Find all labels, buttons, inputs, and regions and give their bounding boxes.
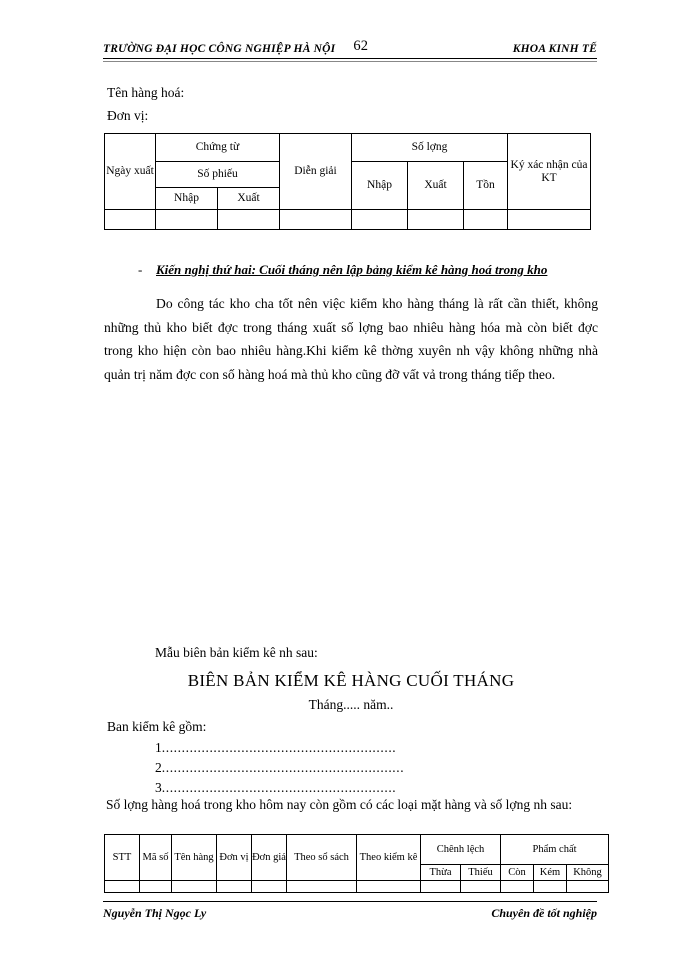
inventory-card-table: [104, 133, 591, 230]
label-ten-hang-hoa: Tên hàng hoá:: [107, 85, 185, 100]
th-cl-thua: Thừa: [421, 865, 461, 881]
th-chenh-lech: Chênh lệch: [421, 835, 501, 865]
th-ct-xuat: Xuất: [218, 188, 280, 210]
body-paragraph: Do công tác kho cha tốt nên việc kiểm kho hàng tháng là rất cần thiết, không những thủ kho biết đợc trong tháng xuất số lợng bao nhiêu hàng hóa mà còn biết đợc trong kho hiện còn bao nhiêu hàng.Khi kiểm kê thờng xuyên nh vậy không những nhà quản trị năm đợc con số hàng hoá mà thủ kho cũng đỡ vất vả trong tháng tiếp theo.: [104, 296, 598, 382]
th-sl-xuat: Xuất: [408, 162, 464, 210]
td-sl-ton: [464, 210, 508, 230]
td-dien-giai: [280, 210, 352, 230]
list-item-number: 1: [155, 740, 162, 755]
td-stt: [105, 881, 140, 893]
th-don-gia: Đơn giá: [252, 835, 287, 881]
footer-author: Nguyễn Thị Ngọc Ly: [103, 906, 207, 920]
th-so-luong: Số lợng: [352, 134, 508, 162]
header-school-name: TRƯỜNG ĐẠI HỌC CÔNG NGHIỆP HÀ NỘI: [103, 43, 336, 55]
th-cl-thieu: Thiếu: [461, 865, 501, 881]
header-faculty-name: KHOA KINH TẾ: [512, 43, 597, 55]
th-ngay-xuat: Ngày xuất: [105, 134, 156, 210]
form-committee-label: Ban kiểm kê gồm:: [107, 719, 207, 734]
footer-divider: [103, 901, 597, 902]
th-pc-con: Còn: [501, 865, 534, 881]
recommendation-text: Kiến nghị thứ hai: Cuối tháng nên lập bảng kiểm kê hàng hoá trong kho: [156, 262, 548, 277]
table1-header-row-1: [105, 134, 591, 162]
recommendation-bullet: -: [138, 262, 143, 277]
th-pham-chat: Phẩm chất: [501, 835, 609, 865]
td-ct-xuat: [218, 210, 280, 230]
table2-header-row-1: [105, 835, 609, 865]
header-divider: [103, 58, 597, 62]
th-theo-so-sach: Theo sổ sách: [287, 835, 357, 881]
th-sl-nhap: Nhập: [352, 162, 408, 210]
th-theo-kiem-ke: Theo kiểm kê: [357, 835, 421, 881]
td-sl-xuat: [408, 210, 464, 230]
running-header: [103, 38, 597, 58]
list-item-number: 3: [155, 780, 162, 795]
th-so-phieu: Số phiếu: [156, 162, 280, 188]
th-ten-hang: Tên hàng: [172, 835, 217, 881]
th-don-vi: Đơn vị: [217, 835, 252, 881]
td-ngay-xuat: [105, 210, 156, 230]
td-cl-thua: [421, 881, 461, 893]
td-don-vi: [217, 881, 252, 893]
th-sl-ton: Tồn: [464, 162, 508, 210]
th-pc-khong: Không: [567, 865, 609, 881]
th-chung-tu: Chứng từ: [156, 134, 280, 162]
form-sample-label: Mẫu biên bản kiểm kê nh sau:: [155, 645, 318, 660]
list-item-dots: .............................................................: [161, 760, 405, 775]
td-theo-so-sach: [287, 881, 357, 893]
list-item: [155, 758, 485, 778]
td-sl-nhap: [352, 210, 408, 230]
th-ct-nhap: Nhập: [156, 188, 218, 210]
td-don-gia: [252, 881, 287, 893]
td-ten-hang: [172, 881, 217, 893]
th-ky-xac-nhan: Ký xác nhận của KT: [508, 134, 591, 210]
form-title: BIÊN BẢN KIỂM KÊ HÀNG CUỐI THÁNG: [187, 671, 515, 690]
td-pc-con: [501, 881, 534, 893]
th-stt: STT: [105, 835, 140, 881]
list-item-dots: ...........................................................: [161, 780, 397, 795]
header-left-group: [103, 38, 368, 55]
footer-document-title: Chuyên đề tốt nghiệp: [491, 906, 597, 920]
td-ct-nhap: [156, 210, 218, 230]
form-committee-list: [155, 738, 485, 798]
list-item-dots: ...........................................................: [161, 740, 397, 755]
form-subtitle: Tháng..... năm..: [308, 697, 394, 712]
running-footer: [103, 906, 597, 921]
list-item: [155, 738, 485, 758]
th-dien-giai: Diễn giải: [280, 134, 352, 210]
td-cl-thieu: [461, 881, 501, 893]
td-ky-xac-nhan: [508, 210, 591, 230]
td-pc-khong: [567, 881, 609, 893]
page-number: 62: [353, 38, 369, 54]
label-don-vi: Đơn vị:: [107, 108, 149, 123]
td-theo-kiem-ke: [357, 881, 421, 893]
th-ma-so: Mã số: [140, 835, 172, 881]
stocktake-table: [104, 834, 609, 893]
form-quantity-note: Số lợng hàng hoá trong kho hôm nay còn gồm có các loại mặt hàng và số lợng nh sau:: [106, 797, 573, 812]
list-item-number: 2: [155, 760, 162, 775]
table2-body-row: [105, 881, 609, 893]
recommendation-heading: [138, 262, 608, 278]
table1-body-row: [105, 210, 591, 230]
td-ma-so: [140, 881, 172, 893]
th-pc-kem: Kém: [534, 865, 567, 881]
td-pc-kem: [534, 881, 567, 893]
